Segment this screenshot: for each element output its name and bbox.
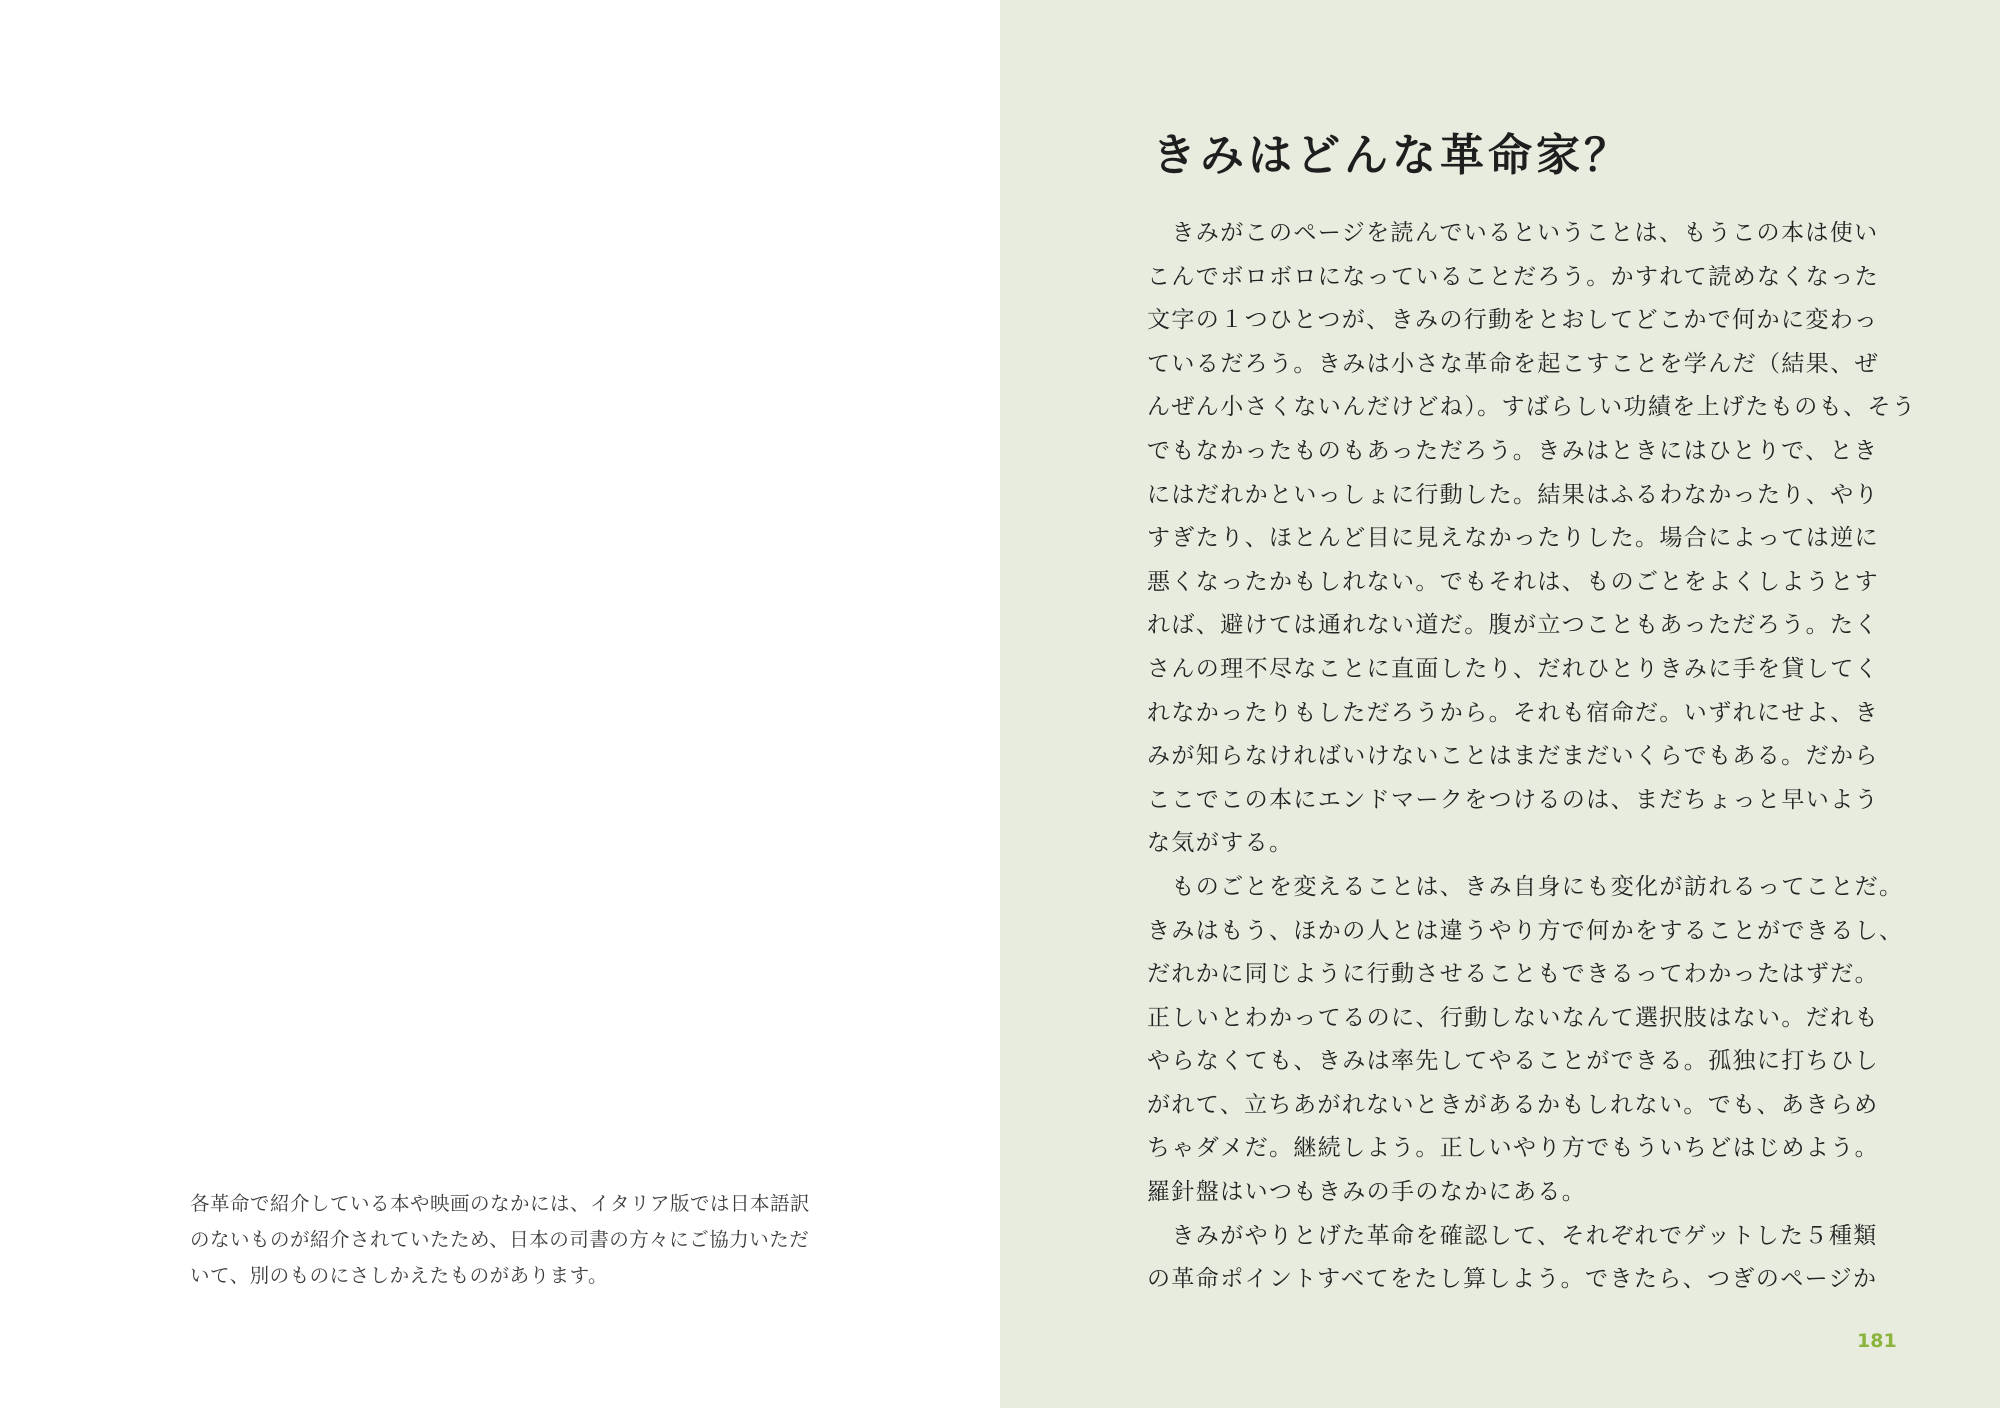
body-line: みが知らなければいけないことはまだまだいくらでもある。だから	[1147, 743, 1879, 770]
body-line: ここでこの本にエンドマークをつけるのは、まだちょっと早いよう	[1147, 786, 1879, 813]
body-line: な気がする。	[1147, 830, 1294, 857]
body-line: すぎたり、ほとんど目に見えなかったりした。場合によっては逆に	[1147, 525, 1879, 552]
body-line: れば、避けては通れない道だ。腹が立つこともあっただろう。たく	[1147, 612, 1879, 639]
page-number: 181	[1857, 1330, 1897, 1352]
body-line: 羅針盤はいつもきみの手のなかにある。	[1147, 1179, 1587, 1206]
translation-note	[190, 1186, 850, 1294]
body-line: きみがこのページを読んでいるということは、もうこの本は使い	[1147, 220, 1879, 246]
right-page	[1000, 0, 2000, 1408]
body-line: 悪くなったかもしれない。でもそれは、ものごとをよくしようとす	[1147, 568, 1879, 595]
body-line: こんでボロボロになっていることだろう。かすれて読めなくなった	[1147, 263, 1879, 290]
body-line: がれて、立ちあがれないときがあるかもしれない。でも、あきらめ	[1147, 1091, 1879, 1118]
body-line: やらなくても、きみは率先してやることができる。孤独に打ちひし	[1147, 1048, 1879, 1075]
body-line: にはだれかといっしょに行動した。結果はふるわなかったり、やり	[1147, 481, 1879, 508]
body-text	[1147, 212, 1917, 1302]
body-line: 文字の１つひとつが、きみの行動をとおしてどこかで何かに変わっ	[1147, 307, 1879, 334]
body-line: きみはもう、ほかの人とは違うやり方で何かをすることができるし、	[1147, 917, 1904, 944]
page-title: きみはどんな革命家？	[1152, 130, 1632, 181]
note-line: 各革命で紹介している本や映画のなかには、イタリア版では日本語訳	[190, 1192, 811, 1215]
body-line: んぜん小さくないんだけどね）。すばらしい功績を上げたものも、そう	[1147, 394, 1917, 421]
body-line: きみがやりとげた革命を確認して、それぞれでゲットした５種類	[1147, 1222, 1878, 1249]
body-line: れなかったりもしただろうから。それも宿命だ。いずれにせよ、き	[1147, 699, 1879, 726]
note-line: いて、別のものにさしかえたものがあります。	[190, 1264, 609, 1287]
body-line: ちゃダメだ。継続しよう。正しいやり方でもういちどはじめよう。	[1147, 1135, 1879, 1162]
body-line: ものごとを変えることは、きみ自身にも変化が訪れるってことだ。	[1147, 873, 1904, 900]
body-line: ているだろう。きみは小さな革命を起こすことを学んだ（結果、ぜ	[1147, 350, 1879, 377]
body-line: さんの理不尽なことに直面したり、だれひとりきみに手を貸してく	[1147, 655, 1879, 682]
body-line: でもなかったものもあっただろう。きみはときにはひとりで、とき	[1147, 437, 1879, 464]
body-line: 正しいとわかってるのに、行動しないなんて選択肢はない。だれも	[1147, 1004, 1879, 1031]
body-line: だれかに同じように行動させることもできるってわかったはずだ。	[1147, 961, 1879, 988]
note-line: のないものが紹介されていたため、日本の司書の方々にご協力いただ	[190, 1228, 810, 1251]
body-line: の革命ポイントすべてをたし算しよう。できたら、つぎのページか	[1147, 1266, 1878, 1293]
